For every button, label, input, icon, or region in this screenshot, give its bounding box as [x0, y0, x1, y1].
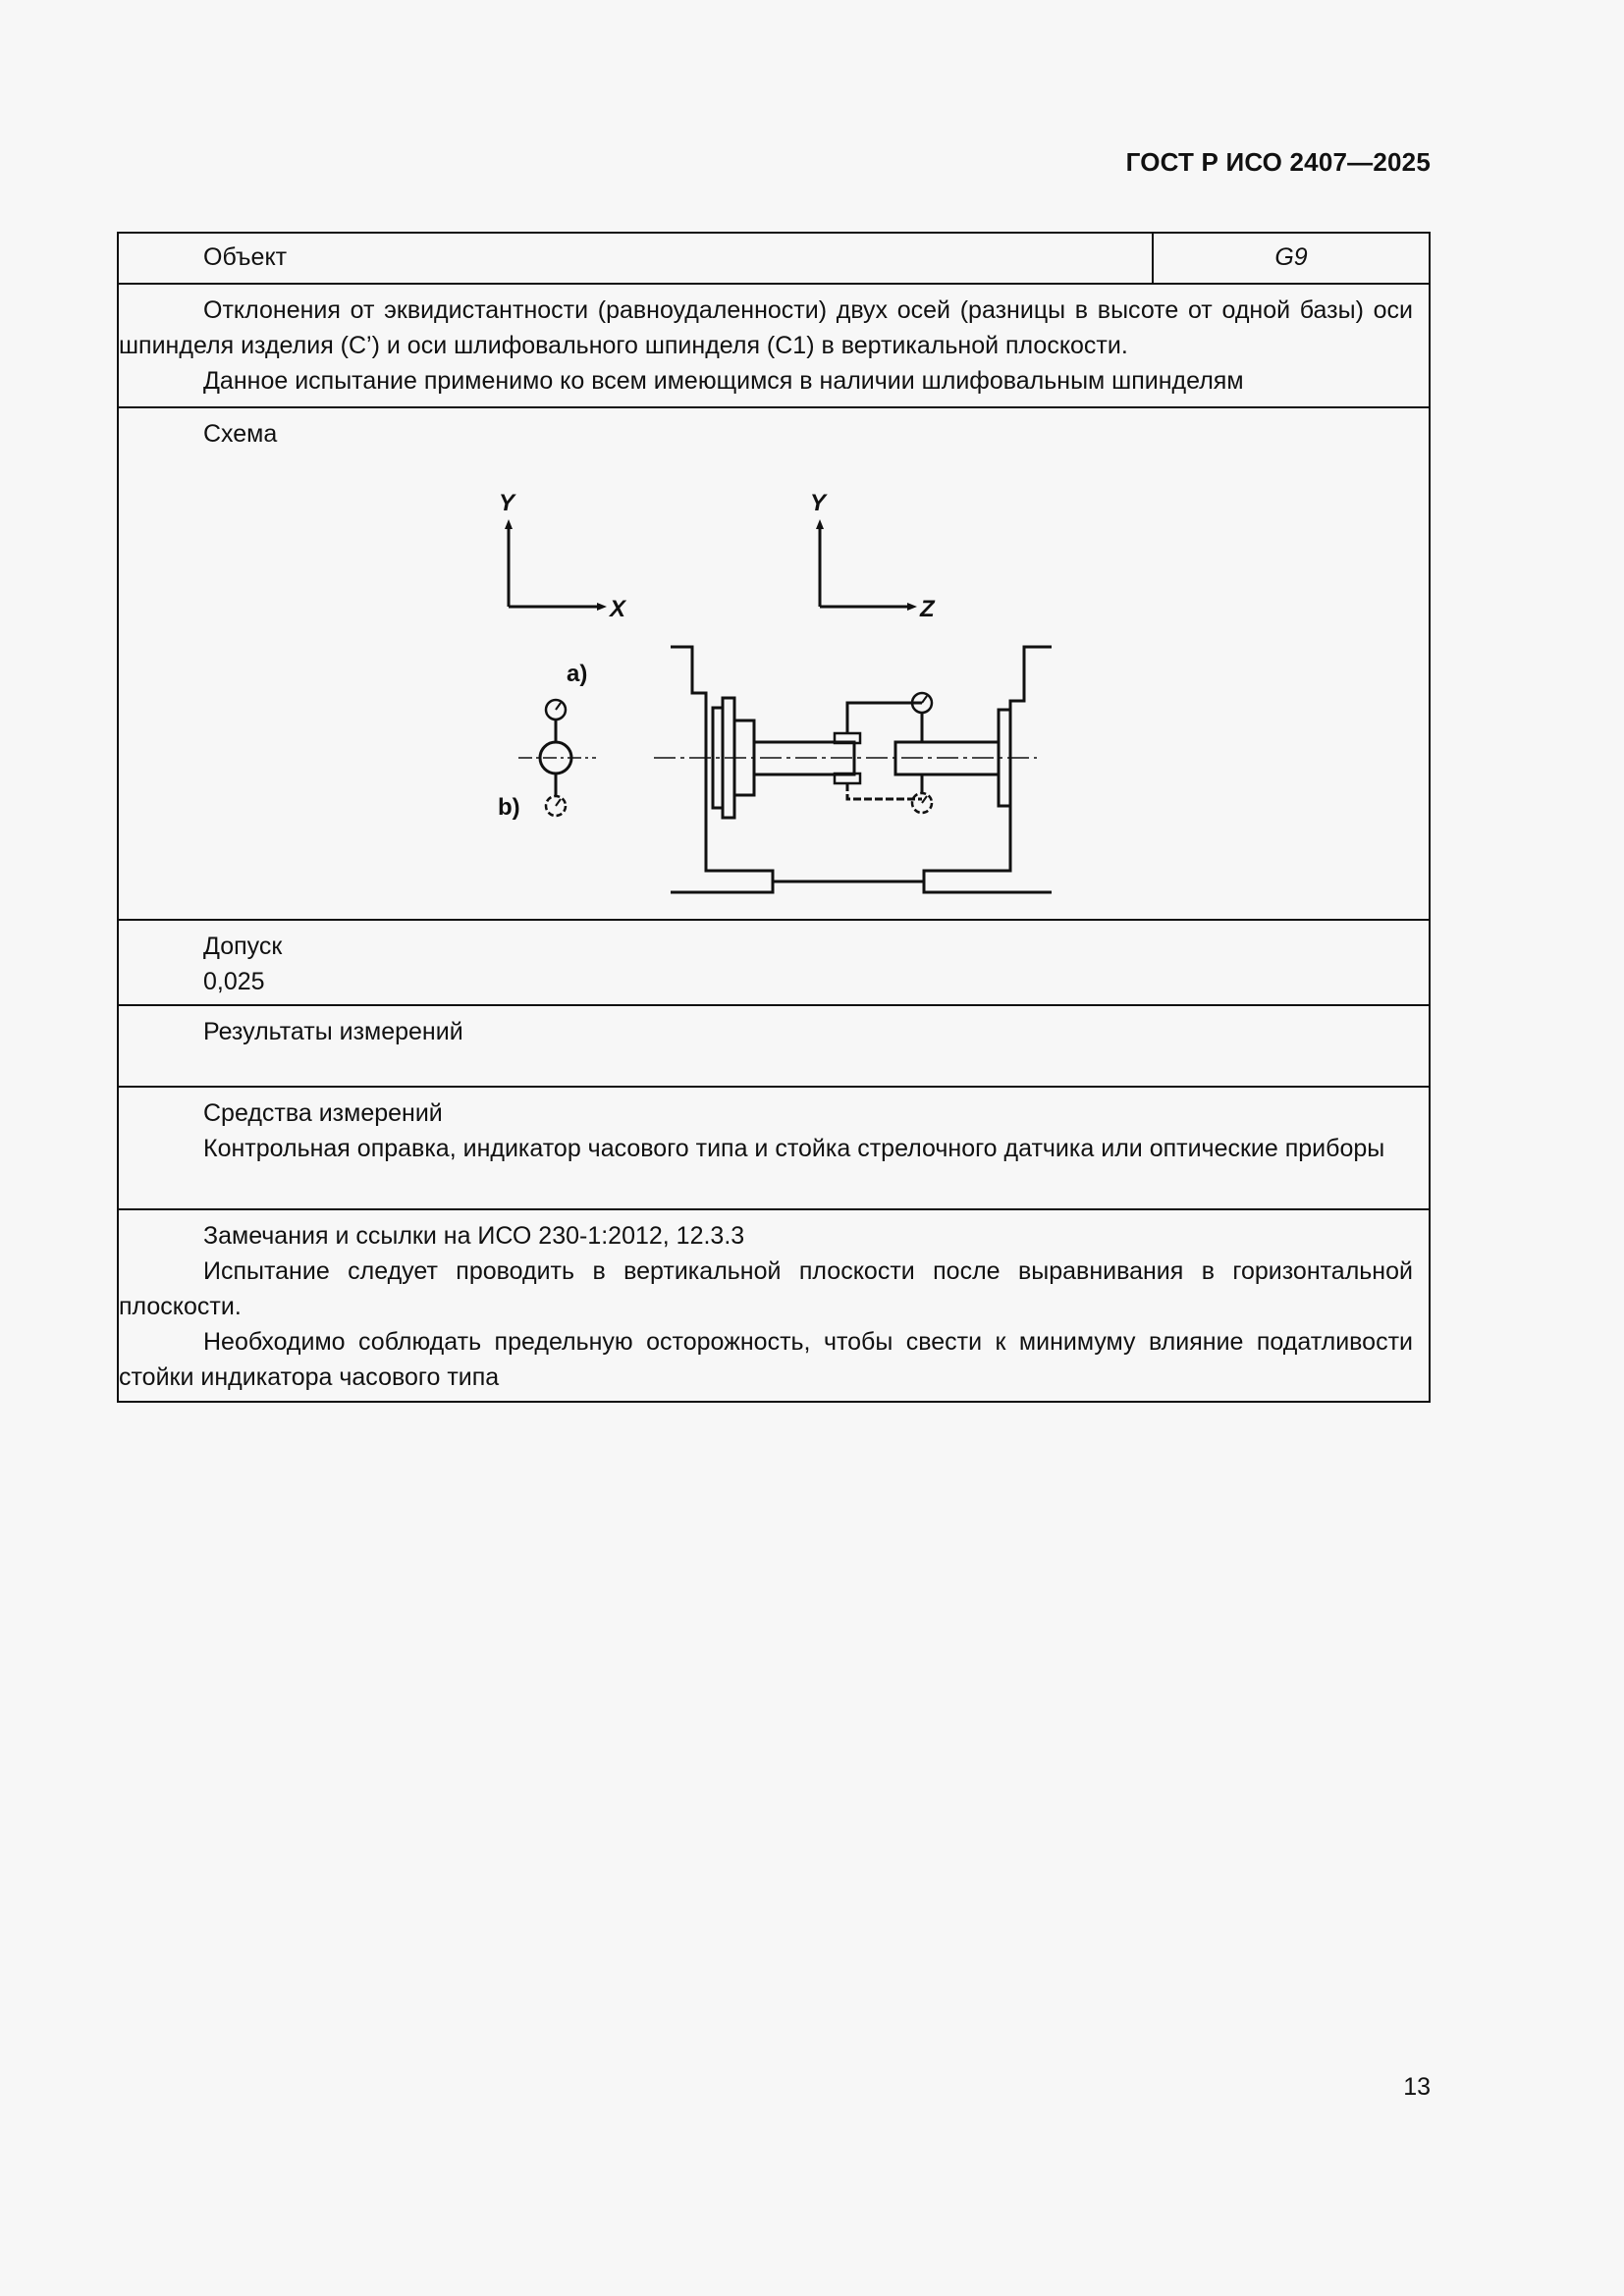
notes-paragraph-1: Испытание следует проводить в вертикальной плоскости после выравнивания в горизонтальной плоскости.	[119, 1257, 1413, 1320]
axis2-z-label: Z	[920, 596, 935, 622]
results-label: Результаты измерений	[203, 1018, 463, 1045]
means-text: Контрольная оправка, индикатор часового типа и стойка стрелочного датчика или оптические приборы	[203, 1135, 1385, 1162]
notes-paragraph-2: Необходимо соблюдать предельную осторожность, чтобы свести к минимуму влияние податливости стойки индикатора часового типа	[119, 1328, 1413, 1391]
tolerance-value: 0,025	[203, 968, 265, 995]
scheme-diagram	[119, 408, 1429, 921]
machine-frame	[671, 647, 1052, 892]
object-label: Объект	[203, 243, 288, 271]
scheme-row	[119, 406, 1429, 919]
means-label: Средства измерений	[203, 1099, 443, 1127]
notes-label: Замечания и ссылки на ИСО 230-1:2012, 12.3.3	[203, 1222, 745, 1250]
description-paragraph-2: Данное испытание применимо ко всем имеющимся в наличии шлифовальным шпинделям	[203, 367, 1244, 395]
tolerance-row	[119, 919, 1429, 1004]
object-code-text: G9	[1274, 243, 1308, 271]
mark-a: a)	[567, 661, 588, 687]
means-row	[119, 1086, 1429, 1208]
axis-zy	[820, 524, 912, 607]
description-row	[119, 283, 1429, 406]
object-row	[119, 234, 1429, 283]
axis-xy	[509, 524, 602, 607]
mark-b: b)	[498, 794, 520, 821]
tolerance-label: Допуск	[203, 933, 283, 960]
axis1-x-label: X	[610, 596, 626, 622]
object-code	[1152, 234, 1429, 283]
scheme-label: Схема	[203, 420, 278, 448]
test-sheet-table	[117, 232, 1431, 1403]
axis1-y-label: Y	[499, 490, 515, 516]
notes-row	[119, 1208, 1429, 1401]
axis2-y-label: Y	[810, 490, 827, 516]
description-paragraph-1: Отклонения от эквидистантности (равноудаленности) двух осей (разницы в высоте от одной базы) оси шпинделя изделия (C’) и оси шлифовального шпинделя (C1) в вертикальной плоскости.	[119, 296, 1413, 359]
results-row	[119, 1004, 1429, 1086]
document-header: ГОСТ Р ИСО 2407—2025	[1125, 147, 1431, 177]
side-view	[518, 700, 596, 816]
page-number: 13	[1403, 2073, 1431, 2101]
